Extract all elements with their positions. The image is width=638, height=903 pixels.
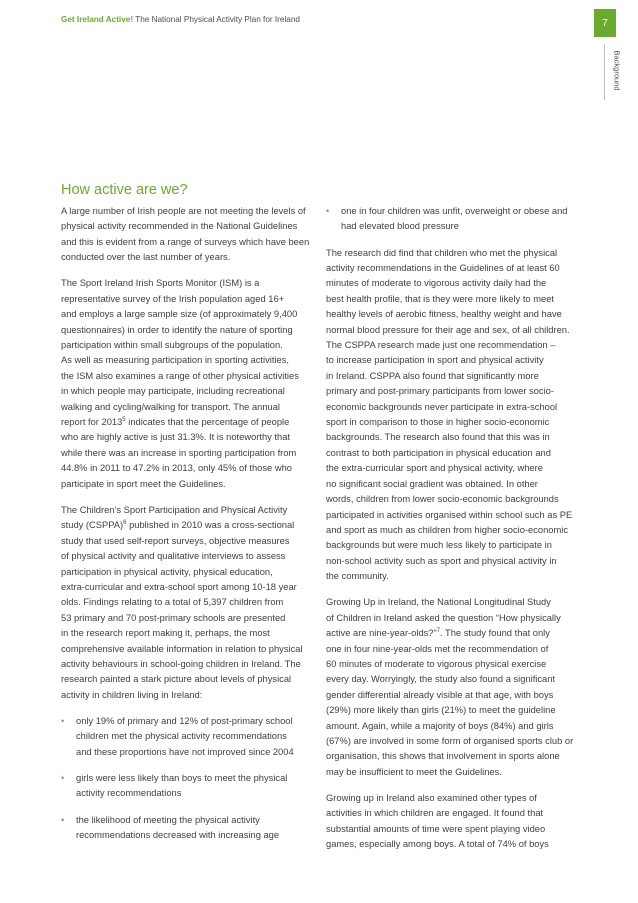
findings-list-continued	[326, 204, 578, 235]
right-column	[326, 204, 578, 863]
text-line: while there was an increase in sporting participation from	[61, 447, 297, 458]
question-text: active are nine-year-olds?”	[326, 628, 437, 639]
text-line: and employs a large sample size (of approximately 9,400	[61, 309, 298, 320]
text-line: the extra-curricular sport and physical activity, where	[326, 463, 543, 474]
text-line: in which people may participate, including recreational	[61, 386, 285, 397]
text-line: economic backgrounds never participate in extra-school	[326, 401, 558, 412]
text-line: olds. Findings relating to a total of 5,397 children from	[61, 597, 284, 608]
text-line: Growing Up in Ireland, the National Longitudinal Study	[326, 597, 551, 608]
text-line: activity behaviours in school-going children in Ireland. The	[61, 658, 301, 669]
text-line: study that used self-report surveys, objective measures	[61, 535, 290, 546]
list-item	[61, 771, 313, 802]
running-head	[61, 15, 300, 24]
text-line: A large number of Irish people are not meeting the levels of	[61, 206, 306, 216]
text-line: in Ireland. CSPPA also found that significantly more	[326, 370, 539, 381]
bullet-icon: •	[61, 773, 65, 783]
text-line: participate in sport meet the Guidelines.	[61, 478, 226, 489]
text-line: girls were less likely than boys to meet the physical	[76, 773, 288, 783]
bullet-icon: •	[326, 206, 330, 216]
paragraph	[61, 503, 313, 703]
text-line: representative survey of the Irish population aged 16+	[61, 293, 285, 304]
section-title: How active are we?	[61, 182, 188, 198]
list-item	[61, 714, 313, 760]
paragraph	[326, 246, 578, 585]
text-line: comprehensive available information in relation to physical	[61, 643, 303, 654]
text-line: the ISM also examines a range of other physical activities	[61, 370, 299, 381]
page-number: 7	[594, 9, 616, 37]
text-line: and these proportions have not improved since 2004	[76, 746, 294, 757]
text-line: activity recommendations in the Guidelines of at least 60	[326, 263, 560, 274]
text-line: backgrounds but were much less likely to participate in	[326, 540, 552, 551]
text-line: 44.8% in 2011 to 47.2% in 2013, only 45% of those who	[61, 463, 292, 474]
text-line	[61, 415, 313, 430]
text-line: conducted over the last number of years.	[61, 252, 231, 263]
text-fragment: published in 2010 was a cross-sectional	[126, 520, 295, 531]
text-line: As well as measuring participation in sporting activities,	[61, 355, 289, 366]
text-line: organisation, this shows that involvement in sports alone	[326, 751, 560, 762]
text-line: The CSPPA research made just one recommendation –	[326, 340, 556, 351]
text-line: only 19% of primary and 12% of post-primary school	[76, 715, 293, 726]
reference-marker: 6	[123, 520, 127, 527]
document-title-rest: The National Physical Activity Plan for Ireland	[135, 15, 300, 24]
text-line: children met the physical activity recommendations	[76, 731, 287, 742]
text-line: and this is evident from a range of surveys which have been	[61, 236, 310, 247]
text-line: had elevated blood pressure	[341, 221, 459, 232]
left-column	[61, 204, 313, 854]
text-line: activity recommendations	[76, 788, 182, 799]
reference-marker: 7	[436, 628, 440, 635]
study-name-text: study (CSPPA)	[61, 520, 124, 531]
text-line	[326, 626, 578, 641]
text-line: backgrounds. The research also found that this was in	[326, 432, 550, 443]
text-line: recommendations decreased with increasing age	[76, 830, 280, 841]
text-line: walking and cycling/walking for transport. The annual	[61, 401, 281, 412]
text-line: primary and post-primary participants from lower socio-	[326, 386, 554, 397]
text-line: non-school activity such as sport and physical activity in	[326, 555, 557, 566]
text-line: healthy levels of aerobic fitness, healthy weight and have	[326, 309, 562, 320]
text-line: the community.	[326, 571, 389, 582]
report-year-text: report for 2013	[61, 417, 123, 428]
text-line	[61, 518, 313, 533]
text-fragment: . The study found that only	[439, 628, 550, 639]
text-line: may be insufficient to meet the Guidelines.	[326, 766, 502, 777]
text-line: research painted a stark picture about levels of physical	[61, 674, 292, 685]
text-line: of physical activity and qualitative interviews to assess	[61, 551, 286, 562]
text-line: one in four children was unfit, overweight or obese and	[341, 206, 568, 216]
text-line: contrast to both participation in physical education and	[326, 447, 551, 458]
text-line: substantial amounts of time were spent playing video	[326, 823, 546, 834]
paragraph	[61, 276, 313, 492]
text-line: sport in comparison to those in higher socio-economic	[326, 417, 550, 428]
text-line: minutes of moderate to vigorous activity daily had the	[326, 278, 547, 289]
text-line: The Sport Ireland Irish Sports Monitor (ISM) is a	[61, 278, 260, 289]
side-tab	[608, 44, 626, 96]
text-line: The Children’s Sport Participation and Physical Activity	[61, 504, 288, 515]
text-line: to increase participation in sport and physical activity	[326, 355, 544, 366]
text-line: best health profile, that is they were more likely to meet	[326, 293, 554, 304]
text-line: extra-curricular and extra-school sport among 10-18 year	[61, 581, 297, 592]
list-item	[61, 813, 313, 844]
text-line: words, children from lower socio-economic backgrounds	[326, 494, 559, 505]
side-tab-divider	[604, 44, 605, 100]
paragraph	[61, 204, 313, 266]
text-line: The research did find that children who met the physical	[326, 247, 558, 258]
text-line: activity in children living in Ireland:	[61, 689, 203, 700]
text-line: (67%) are involved in some form of organised sports club or	[326, 736, 574, 746]
paragraph	[326, 791, 578, 853]
text-line: participation in physical activity, physical education,	[61, 566, 273, 577]
page-header	[0, 0, 638, 44]
bullet-icon: •	[61, 715, 65, 726]
text-line: every day. Worryingly, the study also found a significant	[326, 674, 556, 685]
text-line: 60 minutes of moderate to vigorous physical exercise	[326, 658, 547, 669]
side-tab-label: Background	[612, 49, 622, 91]
text-line: 53 primary and 70 post-primary schools are presented	[61, 612, 286, 623]
text-line: and sport as much as children from higher socio-economic	[326, 524, 569, 535]
text-fragment: indicates that the percentage of people	[128, 417, 290, 428]
text-line: Growing up in Ireland also examined other types of	[326, 793, 537, 804]
text-line: questionnaires) in order to identify the nature of sporting	[61, 324, 293, 335]
text-line: one in four nine-year-olds met the recommendation of	[326, 643, 549, 654]
text-line: participation within small subgroups of the population.	[61, 340, 283, 351]
text-line: games, especially among boys. A total of 74% of boys	[326, 839, 549, 850]
text-line: in the research report making it, perhaps, the most	[61, 628, 270, 639]
text-line: no significant social gradient was obtained. In other	[326, 478, 538, 489]
text-line: activities in which children are engaged. It found that	[326, 808, 544, 819]
reference-marker: 5	[122, 416, 126, 423]
text-line: (29%) more likely than girls (21%) to meet the guideline	[326, 705, 556, 716]
document-title-bold: Get Ireland Active!	[61, 15, 134, 24]
text-line: normal blood pressure for their age and sex, of all children.	[326, 324, 570, 335]
text-line: participated in activities organised within school such as PE	[326, 509, 573, 520]
list-item	[326, 204, 578, 235]
bullet-icon: •	[61, 814, 65, 825]
text-line: of Children in Ireland asked the question “How physically	[326, 612, 561, 623]
text-line: physical activity recommended in the National Guidelines	[61, 221, 298, 232]
findings-list	[61, 714, 313, 843]
text-line: amount. Again, while a majority of boys (84%) and girls	[326, 720, 554, 731]
text-line: gender differential already visible at that age, with boys	[326, 689, 554, 700]
paragraph	[326, 595, 578, 780]
text-line: who are highly active is just 31.3%. It is noteworthy that	[61, 432, 291, 443]
text-line: the likelihood of meeting the physical activity	[76, 814, 260, 825]
